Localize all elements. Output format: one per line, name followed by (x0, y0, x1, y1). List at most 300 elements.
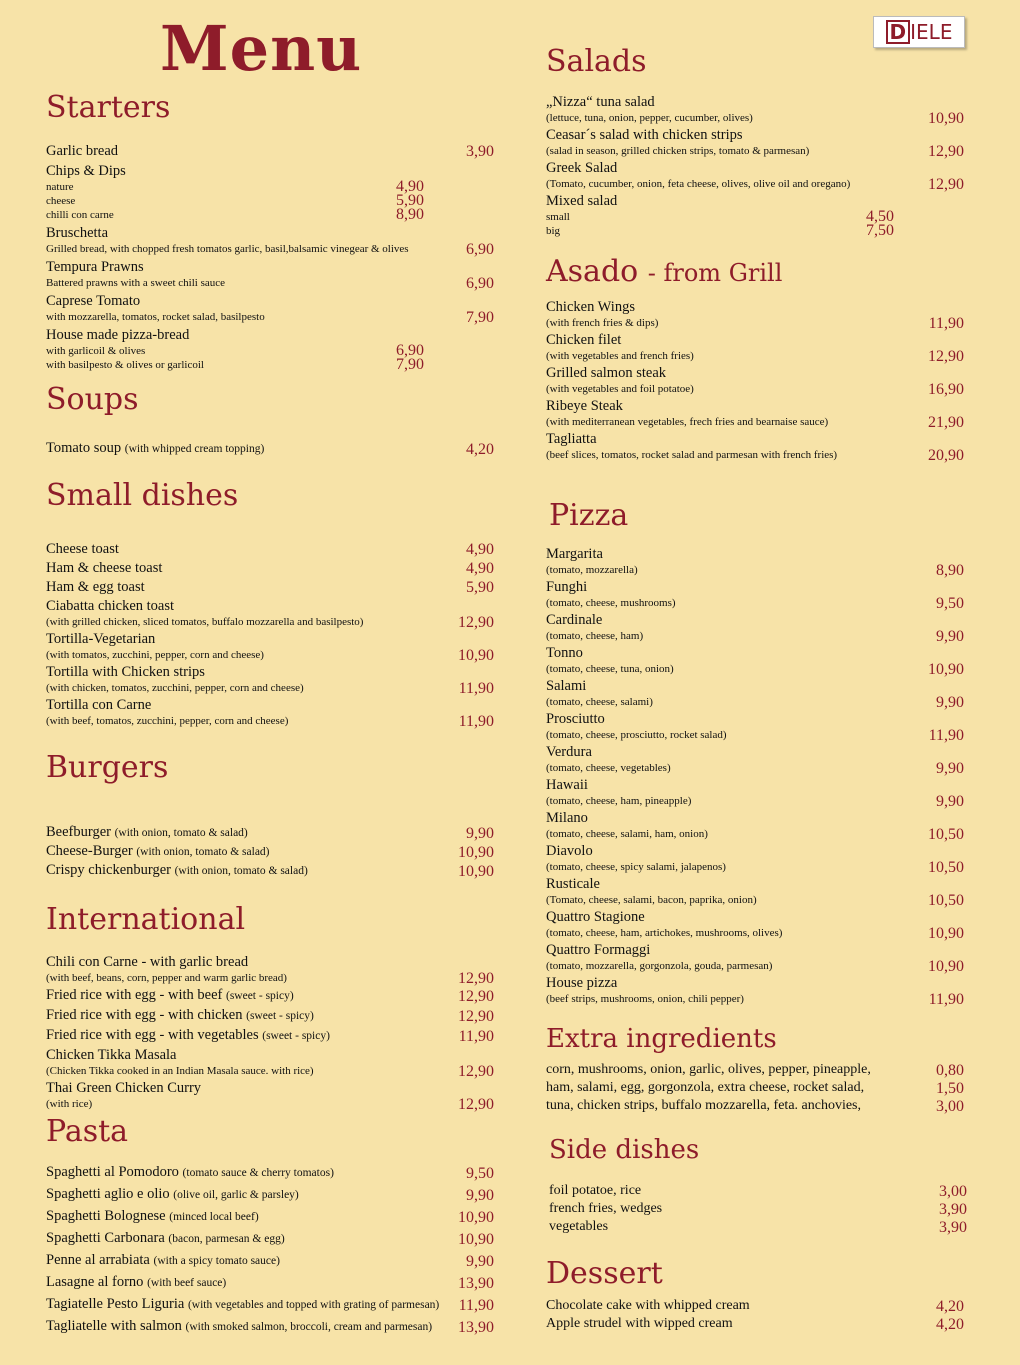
item-name: Tortilla with Chicken strips (46, 664, 205, 680)
variant-price: 5,90 (396, 192, 424, 209)
item-description: (sweet - spicy) (225, 990, 294, 1002)
item-price: 6,90 (466, 241, 494, 258)
item-price: 10,90 (458, 1209, 494, 1226)
item-price: 3,00 (936, 1098, 964, 1115)
item-name: Bruschetta (46, 225, 109, 241)
item-name: Cardinale (546, 612, 603, 628)
item-name: ham, salami, egg, gorgonzola, extra cheese, rocket salad, (546, 1080, 865, 1095)
menu-item (46, 259, 496, 290)
asado-subtitle: - from Grill (647, 259, 783, 287)
item-price: 9,90 (466, 825, 494, 842)
list-side-dishes (549, 1182, 969, 1236)
variant-label: cheese (46, 195, 76, 207)
menu-item (46, 293, 496, 324)
item-price: 7,90 (466, 309, 494, 326)
item-name: „Nizza“ tuna salad (546, 94, 655, 110)
item-price: 4,90 (466, 541, 494, 558)
menu-item (549, 1200, 969, 1218)
item-description: (beef slices, tomatos, rocket salad and parmesan with french fries) (546, 449, 838, 461)
item-price: 1,50 (936, 1080, 964, 1097)
menu-item (546, 909, 966, 940)
menu-item (46, 440, 496, 458)
item-name-line (46, 631, 426, 648)
item-name: Ceasar´s salad with chicken strips (546, 127, 743, 143)
item-price: 10,90 (928, 110, 964, 127)
item-name-line (546, 975, 896, 992)
item-name-line (546, 810, 896, 827)
item-name-line (46, 697, 426, 714)
item-name: Chicken Tikka Masala (46, 1047, 177, 1063)
item-name: Mixed salad (546, 193, 618, 209)
item-price: 11,90 (458, 680, 494, 697)
list-pizza (546, 546, 966, 1008)
variant-price: 7,50 (866, 222, 894, 239)
item-description: (tomato sauce & cherry tomatos) (182, 1167, 334, 1179)
item-price: 12,90 (928, 348, 964, 365)
item-name-line (46, 225, 426, 242)
item-name-line (46, 843, 426, 861)
menu-item (46, 579, 496, 596)
menu-item (46, 1047, 496, 1078)
item-name: Tortilla-Vegetarian (46, 631, 156, 647)
item-name-line (46, 1296, 440, 1314)
item-name-line (546, 678, 896, 695)
item-name-line (546, 332, 896, 349)
item-name: Tagliatta (546, 431, 597, 447)
list-salads (546, 94, 966, 240)
item-price: 12,90 (458, 614, 494, 631)
menu-item (546, 1079, 966, 1097)
item-name: Fried rice with egg - with beef (46, 987, 223, 1003)
item-name: Spaghetti al Pomodoro (46, 1164, 179, 1180)
menu-item (546, 127, 966, 158)
item-description: (with grilled chicken, sliced tomatos, buffalo mozzarella and basilpesto) (46, 616, 364, 628)
item-name: corn, mushrooms, onion, garlic, olives, pepper, pineapple, (546, 1062, 871, 1077)
item-name-line (46, 1047, 426, 1064)
item-variant (46, 208, 426, 222)
menu-item (46, 824, 496, 842)
item-price: 12,90 (458, 1008, 494, 1025)
item-name: Fried rice with egg - with vegetables (46, 1027, 259, 1043)
item-name-line (546, 744, 896, 761)
item-variants (546, 210, 896, 238)
variant-label: chilli con carne (46, 209, 114, 221)
section-title-international: International (46, 902, 246, 937)
item-price: 3,90 (939, 1201, 967, 1218)
menu-item (46, 1274, 496, 1292)
item-description: (salad in season, grilled chicken strips, tomato & parmesan) (546, 145, 810, 157)
list-starters (46, 143, 496, 375)
item-description: (tomato, cheese, ham) (546, 630, 644, 642)
item-price: 12,90 (458, 970, 494, 987)
item-price: 13,90 (458, 1319, 494, 1336)
asado-title: Asado (546, 254, 639, 289)
variant-label: big (546, 225, 561, 237)
item-name-line (46, 862, 426, 880)
item-description: (with chicken, tomatos, zucchini, pepper, corn and cheese) (46, 682, 304, 694)
menu-item (46, 1186, 496, 1204)
item-name-line (46, 1164, 426, 1182)
variant-price: 4,50 (866, 208, 894, 225)
menu-item (46, 1208, 496, 1226)
item-name: Penne al arrabiata (46, 1252, 150, 1268)
item-price: 4,90 (466, 560, 494, 577)
item-name-line (46, 579, 426, 596)
menu-item (46, 541, 496, 558)
section-title-side-dishes: Side dishes (549, 1135, 700, 1165)
variant-label: nature (46, 181, 74, 193)
item-price: 3,90 (939, 1219, 967, 1236)
item-price: 10,90 (458, 1231, 494, 1248)
section-title-small-dishes: Small dishes (46, 478, 239, 513)
item-description: (with onion, tomato & salad) (136, 846, 270, 858)
item-description: (with beef sauce) (147, 1277, 227, 1289)
item-variants (46, 344, 426, 372)
variant-label: with basilpesto & olives or garlicoil (46, 359, 204, 371)
item-name-line (46, 143, 426, 160)
item-price: 10,50 (928, 892, 964, 909)
item-name: Hawaii (546, 777, 588, 793)
menu-item (546, 160, 966, 191)
menu-item (46, 1007, 496, 1025)
item-name-line (546, 942, 896, 959)
item-price: 9,90 (466, 1253, 494, 1270)
item-price: 10,90 (458, 863, 494, 880)
menu-item (46, 225, 496, 256)
menu-item (46, 1027, 496, 1045)
item-price: 9,50 (466, 1165, 494, 1182)
item-description: (with vegetables and french fries) (546, 350, 694, 362)
item-name: Ham & cheese toast (46, 560, 163, 576)
item-name: Chicken Wings (546, 299, 635, 315)
item-description: (Tomato, cucumber, onion, feta cheese, olives, olive oil and oregano) (546, 178, 851, 190)
item-name: Quattro Stagione (546, 909, 645, 925)
menu-item (46, 843, 496, 861)
item-name-line (46, 163, 426, 180)
section-title-dessert: Dessert (546, 1256, 663, 1291)
menu-item (546, 1061, 966, 1079)
menu-item (546, 94, 966, 125)
item-name: Crispy chickenburger (46, 862, 171, 878)
item-name-line (46, 1027, 426, 1045)
item-name: Spaghetti Bolognese (46, 1208, 166, 1224)
item-name: Tempura Prawns (46, 259, 144, 275)
item-description: (tomato, cheese, salami, ham, onion) (546, 828, 708, 840)
menu-item (546, 365, 966, 396)
variant-label: small (546, 211, 570, 223)
item-name-line (546, 612, 896, 629)
menu-item (46, 697, 496, 728)
menu-item (546, 299, 966, 330)
menu-item (46, 1296, 496, 1314)
section-title-salads: Salads (546, 44, 647, 79)
item-description: with mozzarella, tomatos, rocket salad, basilpesto (46, 311, 265, 323)
item-description: (bacon, parmesan & egg) (168, 1233, 285, 1245)
menu-item (546, 1097, 966, 1115)
menu-item (546, 612, 966, 643)
menu-item (546, 810, 966, 841)
item-price: 10,90 (458, 647, 494, 664)
item-name: Salami (546, 678, 587, 694)
list-asado (546, 299, 966, 464)
item-name-line (546, 160, 896, 177)
item-name-line (546, 546, 896, 563)
menu-item (46, 954, 496, 985)
menu-item (546, 579, 966, 610)
section-title-soups: Soups (46, 382, 139, 417)
item-name-line (46, 259, 426, 276)
item-name-line (46, 293, 426, 310)
menu-item (546, 711, 966, 742)
menu-item (46, 1164, 496, 1182)
item-variants (46, 180, 426, 222)
item-name: Tagiatelle Pesto Liguria (46, 1296, 185, 1312)
item-name: vegetables (549, 1219, 609, 1234)
menu-item (46, 664, 496, 695)
item-name: Diavolo (546, 843, 593, 859)
item-name-line (546, 127, 896, 144)
item-name-line (46, 987, 426, 1005)
menu-item (549, 1218, 969, 1236)
item-variant (46, 358, 426, 372)
menu-item (46, 143, 496, 160)
item-description: (Tomato, cheese, salami, bacon, paprika, onion) (546, 894, 757, 906)
variant-label: with garlicoil & olives (46, 345, 146, 357)
item-name: Fried rice with egg - with chicken (46, 1007, 243, 1023)
item-description: Grilled bread, with chopped fresh tomatos garlic, basil,balsamic vinegear & olives (46, 243, 409, 255)
menu-item (46, 560, 496, 577)
menu-item (546, 744, 966, 775)
list-extra-ingredients (546, 1061, 966, 1115)
item-description: (beef strips, mushrooms, onion, chili pepper) (546, 993, 744, 1005)
item-name: Caprese Tomato (46, 293, 141, 309)
item-description: (tomato, cheese, vegetables) (546, 762, 671, 774)
item-description: (sweet - spicy) (262, 1030, 330, 1042)
menu-item (546, 975, 966, 1006)
item-name-line (546, 645, 896, 662)
menu-item (546, 398, 966, 429)
item-description: (lettuce, tuna, onion, pepper, cucumber, olives) (546, 112, 753, 124)
item-name: Greek Salad (546, 160, 618, 176)
item-price: 11,90 (458, 1028, 494, 1045)
variant-price: 6,90 (396, 342, 424, 359)
item-name-line (46, 560, 426, 577)
item-name-line (46, 598, 426, 615)
item-name: Chicken filet (546, 332, 622, 348)
item-name-line (546, 94, 896, 111)
item-name: House made pizza-bread (46, 327, 190, 343)
item-price: 3,90 (466, 143, 494, 160)
item-name-line (546, 909, 896, 926)
item-description: (tomato, mozzarella) (546, 564, 638, 576)
item-name-line (546, 777, 896, 794)
menu-item (546, 193, 966, 238)
item-description: (Chicken Tikka cooked in an Indian Masala sauce. with rice) (46, 1065, 314, 1077)
item-description: (with tomatos, zucchini, pepper, corn and cheese) (46, 649, 264, 661)
item-description: (with a spicy tomato sauce) (153, 1255, 280, 1267)
item-description: (tomato, cheese, salami) (546, 696, 653, 708)
menu-item (546, 546, 966, 577)
item-name-line (546, 843, 896, 860)
item-price: 9,90 (936, 760, 964, 777)
item-name: Chips & Dips (46, 163, 126, 179)
item-name: Grilled salmon steak (546, 365, 667, 381)
item-price: 10,50 (928, 826, 964, 843)
item-description: (tomato, cheese, tuna, onion) (546, 663, 674, 675)
item-price: 9,90 (466, 1187, 494, 1204)
menu-item (546, 777, 966, 808)
item-price: 9,90 (936, 793, 964, 810)
menu-item (546, 942, 966, 973)
item-name: french fries, wedges (549, 1201, 663, 1216)
menu-item (546, 431, 966, 462)
item-name-line (46, 664, 426, 681)
item-name: Spaghetti aglio e olio (46, 1186, 170, 1202)
item-name-line (546, 579, 896, 596)
item-name-line (46, 824, 426, 842)
item-name-line (46, 1252, 426, 1270)
item-name: Ribeye Steak (546, 398, 623, 414)
item-price: 16,90 (928, 381, 964, 398)
item-name: Tonno (546, 645, 583, 661)
menu-item (546, 332, 966, 363)
item-price: 21,90 (928, 414, 964, 431)
item-price: 12,90 (928, 176, 964, 193)
item-name: Chili con Carne - with garlic bread (46, 954, 249, 970)
item-price: 4,20 (936, 1316, 964, 1333)
item-name: foil potatoe, rice (549, 1183, 642, 1198)
item-name: Thai Green Chicken Curry (46, 1080, 202, 1096)
diele-logo: D IELE (873, 16, 965, 48)
item-name: Tortilla con Carne (46, 697, 152, 713)
item-name-line (46, 327, 426, 344)
item-name-line (46, 1274, 426, 1292)
menu-item (546, 1315, 966, 1333)
item-price: 12,90 (928, 143, 964, 160)
item-description: (with rice) (46, 1098, 93, 1110)
menu-item (546, 645, 966, 676)
section-title-asado (546, 254, 782, 289)
item-description: (with vegetables and foil potatoe) (546, 383, 694, 395)
item-name: tuna, chicken strips, buffalo mozzarella, feta. anchovies, (546, 1098, 862, 1113)
item-price: 20,90 (928, 447, 964, 464)
item-price: 4,20 (466, 441, 494, 458)
item-price: 10,90 (928, 925, 964, 942)
item-name-line (546, 365, 896, 382)
menu-item (546, 876, 966, 907)
item-price: 11,90 (928, 315, 964, 332)
menu-item (549, 1182, 969, 1200)
list-international (46, 954, 496, 1113)
item-name-line (46, 1318, 433, 1336)
item-description: (olive oil, garlic & parsley) (173, 1189, 299, 1201)
item-name: Tagliatelle with salmon (46, 1318, 182, 1334)
item-price: 12,90 (458, 1063, 494, 1080)
item-description: (tomato, cheese, spicy salami, jalapenos) (546, 861, 726, 873)
item-name-line (46, 541, 426, 558)
item-price: 12,90 (458, 988, 494, 1005)
menu-item (46, 598, 496, 629)
item-variant (546, 210, 896, 224)
item-price: 9,50 (936, 595, 964, 612)
item-name: Ham & egg toast (46, 579, 145, 595)
item-variant (46, 180, 426, 194)
item-variant (546, 224, 896, 238)
menu-item (46, 163, 496, 222)
item-description: (with onion, tomato & salad) (114, 827, 248, 839)
item-description: (with mediterranean vegetables, frech fries and bearnaise sauce) (546, 416, 829, 428)
item-name-line (546, 876, 896, 893)
item-description: Battered prawns with a sweet chili sauce (46, 277, 225, 289)
item-name-line (546, 193, 896, 210)
item-name: Apple strudel with wipped cream (546, 1316, 733, 1331)
item-description: (tomato, cheese, ham, artichokes, mushrooms, olives) (546, 927, 783, 939)
item-name: Cheese toast (46, 541, 119, 557)
section-title-burgers: Burgers (46, 750, 169, 785)
item-price: 5,90 (466, 579, 494, 596)
item-price: 10,90 (928, 958, 964, 975)
item-description: (tomato, mozzarella, gorgonzola, gouda, parmesan) (546, 960, 773, 972)
item-price: 11,90 (458, 713, 494, 730)
item-name: Rusticale (546, 876, 600, 892)
item-description: (with beef, beans, corn, pepper and warm garlic bread) (46, 972, 287, 984)
list-soups (46, 440, 496, 458)
list-dessert (546, 1297, 966, 1333)
item-price: 0,80 (936, 1062, 964, 1079)
item-name-line (46, 954, 426, 971)
item-name-line (46, 1208, 426, 1226)
item-name: Beefburger (46, 824, 111, 840)
item-name: Spaghetti Carbonara (46, 1230, 165, 1246)
item-variant (46, 194, 426, 208)
item-description: (with whipped cream topping) (124, 443, 265, 455)
item-description: (tomato, cheese, prosciutto, rocket salad) (546, 729, 727, 741)
item-name-line (46, 1186, 426, 1204)
item-name: Garlic bread (46, 143, 119, 159)
item-description: (with french fries & dips) (546, 317, 659, 329)
item-name: Ciabatta chicken toast (46, 598, 175, 614)
item-name: Tomato soup (46, 440, 122, 456)
menu-item (46, 631, 496, 662)
section-title-starters: Starters (46, 90, 171, 125)
item-name: Margarita (546, 546, 603, 562)
menu-item (46, 1230, 496, 1248)
item-name: Cheese-Burger (46, 843, 133, 859)
section-title-extra-ingredients: Extra ingredients (546, 1024, 777, 1054)
item-price: 12,90 (458, 1096, 494, 1113)
item-description: (with onion, tomato & salad) (174, 865, 308, 877)
item-price: 11,90 (928, 991, 964, 1008)
variant-price: 7,90 (396, 356, 424, 373)
item-name-line (546, 398, 896, 415)
item-description: (tomato, cheese, mushrooms) (546, 597, 676, 609)
item-price: 6,90 (466, 275, 494, 292)
item-name: House pizza (546, 975, 618, 991)
item-name: Chocolate cake with whipped cream (546, 1298, 750, 1313)
item-name-line (546, 431, 896, 448)
item-name: Prosciutto (546, 711, 605, 727)
item-name: Lasagne al forno (46, 1274, 144, 1290)
item-description: (with vegetables and topped with grating of parmesan) (187, 1299, 440, 1311)
list-burgers (46, 824, 496, 881)
item-price: 8,90 (936, 562, 964, 579)
item-name-line (46, 440, 426, 458)
list-small-dishes (46, 541, 496, 730)
item-name: Quattro Formaggi (546, 942, 651, 958)
menu-item (46, 1252, 496, 1270)
item-price: 9,90 (936, 628, 964, 645)
item-price: 10,50 (928, 859, 964, 876)
